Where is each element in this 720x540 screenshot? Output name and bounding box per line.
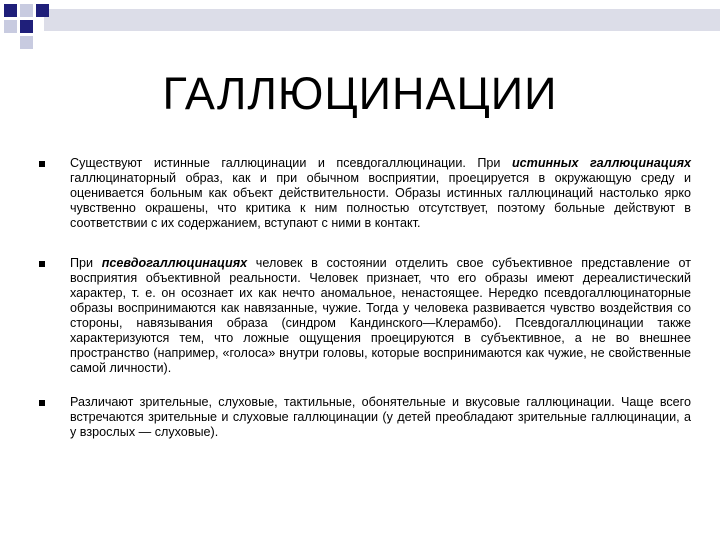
header-bar [44,9,720,31]
deco-square [4,20,17,33]
decorative-header [0,0,720,45]
bullet-text: Существуют истинные галлюцинации и псевдогаллюцинации. При истинных галлюцинациях галлюцинаторный образ, как и при обычном восприятии, проецируется в окружающую среду и оценивается больным как объект действительности. Образы истинных галлюцинаций настолько ярко чувственно окрашены, что критика к ним полностью отсутствует, поэтому больные действуют в соответствии с их содержанием, вступают с ними в контакт. [70,156,691,230]
slide-title: ГАЛЛЮЦИНАЦИИ [162,68,558,119]
bullet-square-icon [39,400,45,406]
deco-square [36,4,49,17]
deco-square [20,20,33,33]
emphasis-term: псевдогаллюцинациях [101,256,248,270]
emphasis-term: истинных галлюцинациях [511,156,691,170]
deco-square [20,4,33,17]
bullet-item [39,256,691,376]
deco-square [20,36,33,49]
bullet-item [39,395,691,440]
bullet-item [39,156,691,231]
bullet-text: Различают зрительные, слуховые, тактильные, обонятельные и вкусовые галлюцинации. Чаще всего встречаются зрительные и слуховые галлюцинации (у детей преобладают зрительные галлюцинации, а у взрослых — слуховые). [70,395,691,439]
bullet-square-icon [39,261,45,267]
bullet-square-icon [39,161,45,167]
deco-square [4,4,17,17]
bullet-text: При псевдогаллюцинациях человек в состоянии отделить свое субъективное представление от восприятия объективной реальности. Человек признает, что его образы имеют дереалистический характер, т. е. он осознает их как нечто аномальное, ненастоящее. Нередко псевдогаллюцинаторные образы воспринимаются как навязанные, чужие. Тогда у человека развивается чувство воздействия со стороны, навязывания образа (синдром Кандинского—Клерамбо). Псевдогаллюцинации также характеризуются тем, что ложные ощущения проецируются в субъективное, а не во внешнее пространство (например, «голоса» внутри головы, которые воспринимаются как чужие, не свойственные самой личности). [70,256,692,375]
